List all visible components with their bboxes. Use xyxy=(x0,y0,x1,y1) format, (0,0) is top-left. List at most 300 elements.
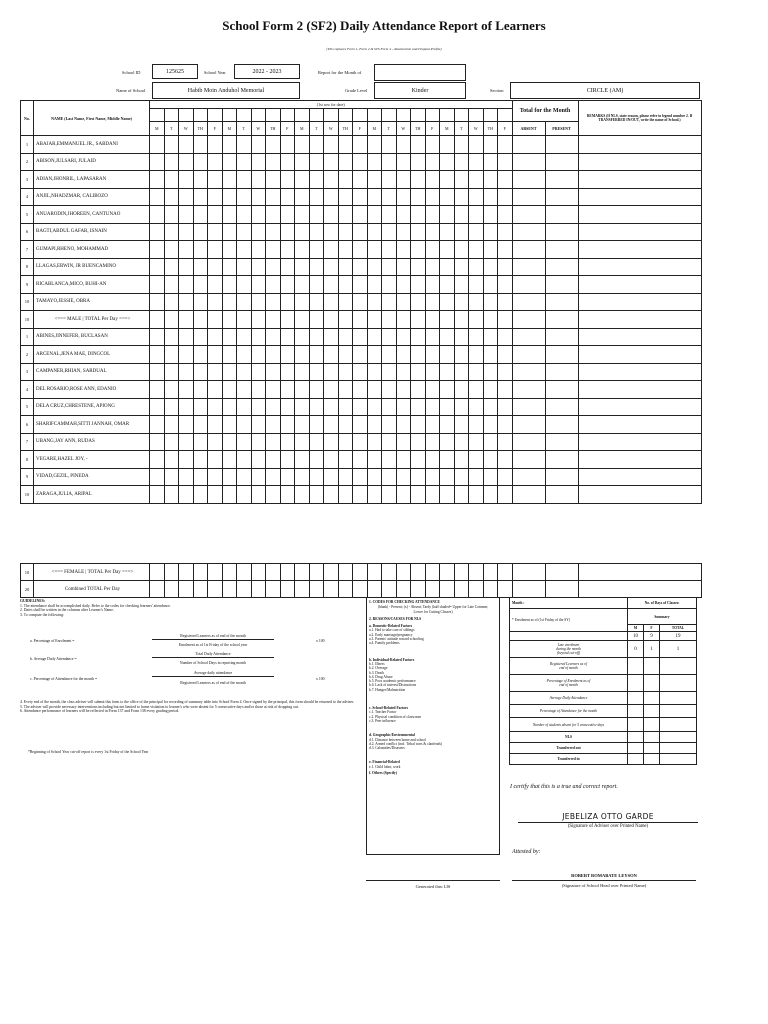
attendance-cell[interactable] xyxy=(425,258,440,276)
attendance-cell[interactable] xyxy=(353,486,368,504)
attendance-cell[interactable] xyxy=(353,468,368,486)
attendance-cell[interactable] xyxy=(382,486,397,504)
attendance-cell[interactable] xyxy=(222,171,237,189)
attendance-cell[interactable] xyxy=(266,206,281,224)
attendance-cell[interactable] xyxy=(338,346,353,364)
absent-cell[interactable] xyxy=(512,223,545,241)
attendance-cell[interactable] xyxy=(150,363,165,381)
attendance-cell[interactable] xyxy=(280,311,295,329)
attendance-cell[interactable] xyxy=(382,241,397,259)
attendance-cell[interactable] xyxy=(324,381,339,399)
attendance-cell[interactable] xyxy=(469,433,484,451)
attendance-cell[interactable] xyxy=(150,276,165,294)
attendance-cell[interactable] xyxy=(237,398,252,416)
summary-total-cell[interactable] xyxy=(660,732,697,743)
attendance-cell[interactable] xyxy=(469,223,484,241)
attendance-cell[interactable] xyxy=(454,153,469,171)
attendance-cell[interactable] xyxy=(469,241,484,259)
attendance-cell[interactable] xyxy=(454,206,469,224)
attendance-cell[interactable] xyxy=(208,276,223,294)
attendance-cell[interactable] xyxy=(309,363,324,381)
attendance-cell[interactable] xyxy=(164,486,179,504)
attendance-cell[interactable] xyxy=(411,398,426,416)
attendance-cell[interactable] xyxy=(266,486,281,504)
attendance-cell[interactable] xyxy=(454,451,469,469)
present-cell[interactable] xyxy=(545,346,578,364)
attendance-cell[interactable] xyxy=(179,293,194,311)
attendance-cell[interactable] xyxy=(411,136,426,154)
attendance-cell[interactable] xyxy=(164,188,179,206)
attendance-cell[interactable] xyxy=(280,416,295,434)
attendance-cell[interactable] xyxy=(150,258,165,276)
attendance-cell[interactable] xyxy=(179,311,194,329)
summary-f-cell[interactable] xyxy=(644,754,660,765)
attendance-cell[interactable] xyxy=(222,293,237,311)
present-cell[interactable] xyxy=(545,311,578,329)
summary-f-cell[interactable]: 1 xyxy=(644,641,660,658)
attendance-cell[interactable] xyxy=(280,433,295,451)
attendance-cell[interactable] xyxy=(237,564,252,581)
attendance-cell[interactable] xyxy=(237,206,252,224)
attendance-cell[interactable] xyxy=(280,188,295,206)
attendance-cell[interactable] xyxy=(353,346,368,364)
summary-f-cell[interactable] xyxy=(644,675,660,692)
attendance-cell[interactable] xyxy=(208,581,223,598)
attendance-cell[interactable] xyxy=(251,451,266,469)
attendance-cell[interactable] xyxy=(367,153,382,171)
attendance-cell[interactable] xyxy=(280,223,295,241)
attendance-cell[interactable] xyxy=(324,451,339,469)
attendance-cell[interactable] xyxy=(309,328,324,346)
summary-m-cell[interactable] xyxy=(628,705,644,718)
attendance-cell[interactable] xyxy=(280,328,295,346)
attendance-cell[interactable] xyxy=(208,171,223,189)
attendance-cell[interactable] xyxy=(222,136,237,154)
attendance-cell[interactable] xyxy=(396,346,411,364)
attendance-cell[interactable] xyxy=(295,346,310,364)
attendance-cell[interactable] xyxy=(382,328,397,346)
attendance-cell[interactable] xyxy=(208,451,223,469)
present-cell[interactable] xyxy=(545,564,578,581)
attendance-cell[interactable] xyxy=(483,311,498,329)
remarks-cell[interactable] xyxy=(578,206,701,224)
attendance-cell[interactable] xyxy=(208,153,223,171)
attendance-cell[interactable] xyxy=(338,206,353,224)
attendance-cell[interactable] xyxy=(498,328,513,346)
attendance-cell[interactable] xyxy=(382,416,397,434)
attendance-cell[interactable] xyxy=(164,451,179,469)
attendance-cell[interactable] xyxy=(295,188,310,206)
attendance-cell[interactable] xyxy=(367,381,382,399)
remarks-cell[interactable] xyxy=(578,416,701,434)
attendance-cell[interactable] xyxy=(353,241,368,259)
attendance-cell[interactable] xyxy=(440,416,455,434)
attendance-cell[interactable] xyxy=(324,398,339,416)
attendance-cell[interactable] xyxy=(251,433,266,451)
attendance-cell[interactable] xyxy=(251,363,266,381)
attendance-cell[interactable] xyxy=(179,241,194,259)
attendance-cell[interactable] xyxy=(396,171,411,189)
attendance-cell[interactable] xyxy=(164,241,179,259)
attendance-cell[interactable] xyxy=(367,581,382,598)
date-cell[interactable] xyxy=(483,109,498,122)
attendance-cell[interactable] xyxy=(469,398,484,416)
attendance-cell[interactable] xyxy=(483,153,498,171)
attendance-cell[interactable] xyxy=(425,381,440,399)
attendance-cell[interactable] xyxy=(454,564,469,581)
attendance-cell[interactable] xyxy=(425,206,440,224)
attendance-cell[interactable] xyxy=(150,468,165,486)
attendance-cell[interactable] xyxy=(309,258,324,276)
attendance-cell[interactable] xyxy=(498,171,513,189)
attendance-cell[interactable] xyxy=(353,153,368,171)
attendance-cell[interactable] xyxy=(309,171,324,189)
attendance-cell[interactable] xyxy=(454,468,469,486)
attendance-cell[interactable] xyxy=(251,328,266,346)
date-cell[interactable] xyxy=(353,109,368,122)
attendance-cell[interactable] xyxy=(338,433,353,451)
attendance-cell[interactable] xyxy=(309,433,324,451)
attendance-cell[interactable] xyxy=(382,381,397,399)
attendance-cell[interactable] xyxy=(353,416,368,434)
attendance-cell[interactable] xyxy=(295,293,310,311)
attendance-cell[interactable] xyxy=(396,363,411,381)
attendance-cell[interactable] xyxy=(483,381,498,399)
attendance-cell[interactable] xyxy=(295,486,310,504)
attendance-cell[interactable] xyxy=(280,136,295,154)
present-cell[interactable] xyxy=(545,258,578,276)
attendance-cell[interactable] xyxy=(280,468,295,486)
attendance-cell[interactable] xyxy=(425,363,440,381)
attendance-cell[interactable] xyxy=(309,311,324,329)
attendance-cell[interactable] xyxy=(411,363,426,381)
attendance-cell[interactable] xyxy=(469,311,484,329)
attendance-cell[interactable] xyxy=(164,328,179,346)
absent-cell[interactable] xyxy=(512,451,545,469)
attendance-cell[interactable] xyxy=(367,136,382,154)
attendance-cell[interactable] xyxy=(324,136,339,154)
attendance-cell[interactable] xyxy=(280,241,295,259)
present-cell[interactable] xyxy=(545,206,578,224)
attendance-cell[interactable] xyxy=(150,188,165,206)
attendance-cell[interactable] xyxy=(382,188,397,206)
attendance-cell[interactable] xyxy=(179,258,194,276)
date-cell[interactable] xyxy=(338,109,353,122)
attendance-cell[interactable] xyxy=(150,223,165,241)
attendance-cell[interactable] xyxy=(222,398,237,416)
attendance-cell[interactable] xyxy=(411,276,426,294)
attendance-cell[interactable] xyxy=(164,346,179,364)
attendance-cell[interactable] xyxy=(454,398,469,416)
attendance-cell[interactable] xyxy=(454,346,469,364)
attendance-cell[interactable] xyxy=(295,206,310,224)
attendance-cell[interactable] xyxy=(440,136,455,154)
attendance-cell[interactable] xyxy=(295,136,310,154)
attendance-cell[interactable] xyxy=(353,206,368,224)
attendance-cell[interactable] xyxy=(411,468,426,486)
attendance-cell[interactable] xyxy=(208,136,223,154)
remarks-cell[interactable] xyxy=(578,581,701,598)
remarks-cell[interactable] xyxy=(578,346,701,364)
summary-m-cell[interactable] xyxy=(628,743,644,754)
attendance-cell[interactable] xyxy=(295,223,310,241)
absent-cell[interactable] xyxy=(512,136,545,154)
attendance-cell[interactable] xyxy=(208,486,223,504)
summary-m-cell[interactable] xyxy=(628,754,644,765)
attendance-cell[interactable] xyxy=(338,451,353,469)
summary-m-cell[interactable] xyxy=(628,732,644,743)
attendance-cell[interactable] xyxy=(150,153,165,171)
attendance-cell[interactable] xyxy=(338,276,353,294)
attendance-cell[interactable] xyxy=(411,311,426,329)
absent-cell[interactable] xyxy=(512,398,545,416)
attendance-cell[interactable] xyxy=(309,468,324,486)
attendance-cell[interactable] xyxy=(266,416,281,434)
attendance-cell[interactable] xyxy=(208,258,223,276)
present-cell[interactable] xyxy=(545,468,578,486)
attendance-cell[interactable] xyxy=(440,276,455,294)
remarks-cell[interactable] xyxy=(578,293,701,311)
attendance-cell[interactable] xyxy=(251,206,266,224)
attendance-cell[interactable] xyxy=(280,451,295,469)
section-field[interactable]: CIRCLE (AM) xyxy=(510,82,700,99)
summary-f-cell[interactable] xyxy=(644,692,660,705)
attendance-cell[interactable] xyxy=(179,486,194,504)
attendance-cell[interactable] xyxy=(396,468,411,486)
attendance-cell[interactable] xyxy=(208,363,223,381)
attendance-cell[interactable] xyxy=(454,258,469,276)
attendance-cell[interactable] xyxy=(324,328,339,346)
remarks-cell[interactable] xyxy=(578,468,701,486)
absent-cell[interactable] xyxy=(512,564,545,581)
attendance-cell[interactable] xyxy=(469,416,484,434)
attendance-cell[interactable] xyxy=(237,188,252,206)
attendance-cell[interactable] xyxy=(324,564,339,581)
attendance-cell[interactable] xyxy=(396,311,411,329)
attendance-cell[interactable] xyxy=(425,293,440,311)
attendance-cell[interactable] xyxy=(396,293,411,311)
attendance-cell[interactable] xyxy=(411,346,426,364)
attendance-cell[interactable] xyxy=(382,276,397,294)
school-name-field[interactable]: Habib Moin Anduhol Memorial xyxy=(152,82,300,99)
attendance-cell[interactable] xyxy=(193,564,208,581)
attendance-cell[interactable] xyxy=(498,564,513,581)
summary-f-cell[interactable] xyxy=(644,743,660,754)
attendance-cell[interactable] xyxy=(483,328,498,346)
attendance-cell[interactable] xyxy=(483,293,498,311)
attendance-cell[interactable] xyxy=(150,171,165,189)
remarks-cell[interactable] xyxy=(578,433,701,451)
attendance-cell[interactable] xyxy=(237,433,252,451)
attendance-cell[interactable] xyxy=(222,564,237,581)
present-cell[interactable] xyxy=(545,581,578,598)
attendance-cell[interactable] xyxy=(179,206,194,224)
attendance-cell[interactable] xyxy=(280,206,295,224)
attendance-cell[interactable] xyxy=(411,153,426,171)
attendance-cell[interactable] xyxy=(295,564,310,581)
present-cell[interactable] xyxy=(545,363,578,381)
attendance-cell[interactable] xyxy=(353,451,368,469)
attendance-cell[interactable] xyxy=(309,416,324,434)
attendance-cell[interactable] xyxy=(237,136,252,154)
attendance-cell[interactable] xyxy=(309,206,324,224)
attendance-cell[interactable] xyxy=(193,381,208,399)
attendance-cell[interactable] xyxy=(469,293,484,311)
attendance-cell[interactable] xyxy=(309,276,324,294)
attendance-cell[interactable] xyxy=(454,223,469,241)
date-cell[interactable] xyxy=(324,109,339,122)
attendance-cell[interactable] xyxy=(251,581,266,598)
attendance-cell[interactable] xyxy=(353,433,368,451)
attendance-cell[interactable] xyxy=(237,171,252,189)
present-cell[interactable] xyxy=(545,416,578,434)
attendance-cell[interactable] xyxy=(164,293,179,311)
attendance-cell[interactable] xyxy=(193,416,208,434)
attendance-cell[interactable] xyxy=(498,581,513,598)
attendance-cell[interactable] xyxy=(469,258,484,276)
attendance-cell[interactable] xyxy=(266,564,281,581)
attendance-cell[interactable] xyxy=(440,206,455,224)
absent-cell[interactable] xyxy=(512,258,545,276)
attendance-cell[interactable] xyxy=(440,468,455,486)
attendance-cell[interactable] xyxy=(295,433,310,451)
attendance-cell[interactable] xyxy=(251,381,266,399)
attendance-cell[interactable] xyxy=(237,363,252,381)
attendance-cell[interactable] xyxy=(440,188,455,206)
attendance-cell[interactable] xyxy=(382,398,397,416)
attendance-cell[interactable] xyxy=(164,171,179,189)
summary-f-cell[interactable] xyxy=(644,658,660,675)
attendance-cell[interactable] xyxy=(193,293,208,311)
attendance-cell[interactable] xyxy=(208,433,223,451)
attendance-cell[interactable] xyxy=(222,311,237,329)
attendance-cell[interactable] xyxy=(193,188,208,206)
attendance-cell[interactable] xyxy=(425,346,440,364)
absent-cell[interactable] xyxy=(512,188,545,206)
attendance-cell[interactable] xyxy=(483,241,498,259)
summary-total-cell[interactable] xyxy=(660,658,697,675)
attendance-cell[interactable] xyxy=(425,486,440,504)
attendance-cell[interactable] xyxy=(367,171,382,189)
attendance-cell[interactable] xyxy=(440,241,455,259)
attendance-cell[interactable] xyxy=(396,416,411,434)
attendance-cell[interactable] xyxy=(382,136,397,154)
attendance-cell[interactable] xyxy=(208,188,223,206)
attendance-cell[interactable] xyxy=(222,363,237,381)
attendance-cell[interactable] xyxy=(179,223,194,241)
attendance-cell[interactable] xyxy=(382,363,397,381)
attendance-cell[interactable] xyxy=(251,346,266,364)
attendance-cell[interactable] xyxy=(338,581,353,598)
attendance-cell[interactable] xyxy=(193,241,208,259)
attendance-cell[interactable] xyxy=(367,241,382,259)
attendance-cell[interactable] xyxy=(237,293,252,311)
attendance-cell[interactable] xyxy=(164,581,179,598)
attendance-cell[interactable] xyxy=(164,276,179,294)
attendance-cell[interactable] xyxy=(454,171,469,189)
attendance-cell[interactable] xyxy=(266,241,281,259)
attendance-cell[interactable] xyxy=(440,581,455,598)
attendance-cell[interactable] xyxy=(440,433,455,451)
attendance-cell[interactable] xyxy=(440,153,455,171)
attendance-cell[interactable] xyxy=(469,564,484,581)
attendance-cell[interactable] xyxy=(164,416,179,434)
attendance-cell[interactable] xyxy=(382,258,397,276)
attendance-cell[interactable] xyxy=(454,328,469,346)
attendance-cell[interactable] xyxy=(208,328,223,346)
attendance-cell[interactable] xyxy=(483,468,498,486)
attendance-cell[interactable] xyxy=(411,241,426,259)
attendance-cell[interactable] xyxy=(193,328,208,346)
date-cell[interactable] xyxy=(382,109,397,122)
attendance-cell[interactable] xyxy=(164,468,179,486)
attendance-cell[interactable] xyxy=(382,206,397,224)
attendance-cell[interactable] xyxy=(193,433,208,451)
remarks-cell[interactable] xyxy=(578,153,701,171)
remarks-cell[interactable] xyxy=(578,381,701,399)
attendance-cell[interactable] xyxy=(309,451,324,469)
attendance-cell[interactable] xyxy=(309,381,324,399)
summary-m-cell[interactable]: 0 xyxy=(628,641,644,658)
date-cell[interactable] xyxy=(266,109,281,122)
attendance-cell[interactable] xyxy=(208,311,223,329)
absent-cell[interactable] xyxy=(512,311,545,329)
attendance-cell[interactable] xyxy=(222,188,237,206)
attendance-cell[interactable] xyxy=(498,206,513,224)
attendance-cell[interactable] xyxy=(251,153,266,171)
remarks-cell[interactable] xyxy=(578,398,701,416)
attendance-cell[interactable] xyxy=(193,486,208,504)
date-cell[interactable] xyxy=(425,109,440,122)
attendance-cell[interactable] xyxy=(338,363,353,381)
attendance-cell[interactable] xyxy=(237,346,252,364)
attendance-cell[interactable] xyxy=(251,468,266,486)
attendance-cell[interactable] xyxy=(382,564,397,581)
attendance-cell[interactable] xyxy=(150,206,165,224)
attendance-cell[interactable] xyxy=(440,398,455,416)
summary-f-cell[interactable] xyxy=(644,718,660,732)
attendance-cell[interactable] xyxy=(367,468,382,486)
attendance-cell[interactable] xyxy=(425,398,440,416)
attendance-cell[interactable] xyxy=(251,171,266,189)
attendance-cell[interactable] xyxy=(382,433,397,451)
present-cell[interactable] xyxy=(545,451,578,469)
attendance-cell[interactable] xyxy=(353,328,368,346)
attendance-cell[interactable] xyxy=(280,276,295,294)
attendance-cell[interactable] xyxy=(396,451,411,469)
attendance-cell[interactable] xyxy=(396,433,411,451)
attendance-cell[interactable] xyxy=(425,416,440,434)
attendance-cell[interactable] xyxy=(338,153,353,171)
absent-cell[interactable] xyxy=(512,328,545,346)
attendance-cell[interactable] xyxy=(237,581,252,598)
date-cell[interactable] xyxy=(295,109,310,122)
attendance-cell[interactable] xyxy=(498,346,513,364)
remarks-cell[interactable] xyxy=(578,311,701,329)
summary-m-cell[interactable] xyxy=(628,658,644,675)
attendance-cell[interactable] xyxy=(237,258,252,276)
date-cell[interactable] xyxy=(150,109,165,122)
attendance-cell[interactable] xyxy=(150,416,165,434)
attendance-cell[interactable] xyxy=(179,564,194,581)
attendance-cell[interactable] xyxy=(280,398,295,416)
attendance-cell[interactable] xyxy=(150,381,165,399)
attendance-cell[interactable] xyxy=(382,223,397,241)
date-cell[interactable] xyxy=(179,109,194,122)
attendance-cell[interactable] xyxy=(411,451,426,469)
attendance-cell[interactable] xyxy=(295,363,310,381)
remarks-cell[interactable] xyxy=(578,363,701,381)
